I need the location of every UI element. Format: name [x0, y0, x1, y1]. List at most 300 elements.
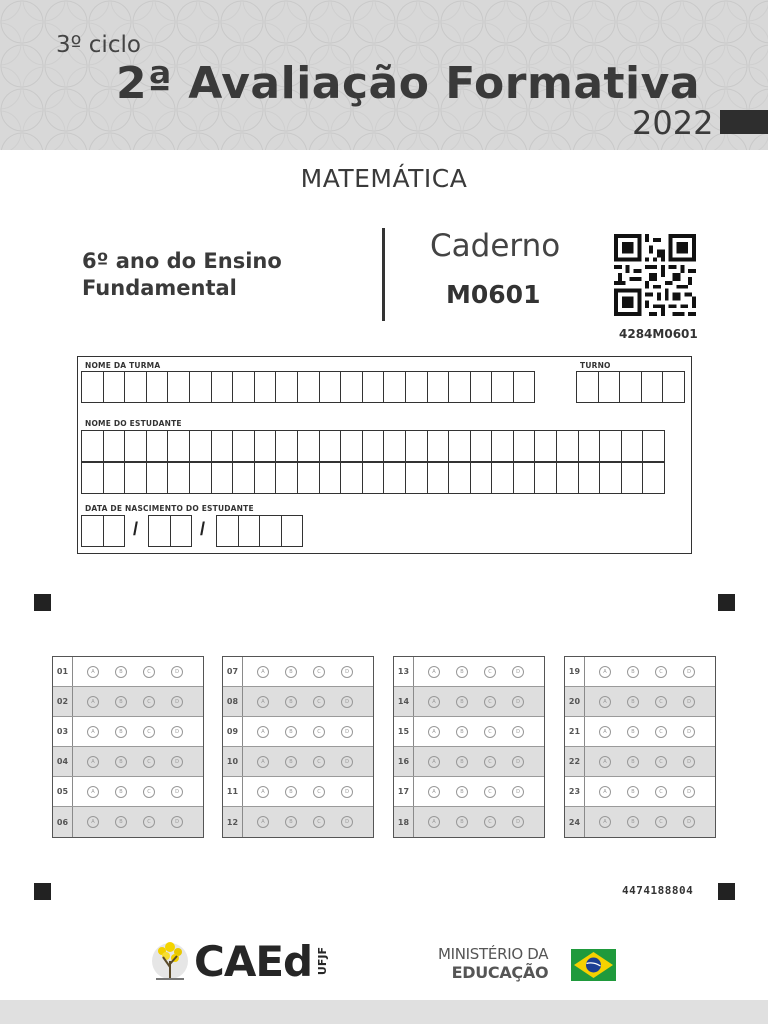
- character-box[interactable]: [642, 462, 665, 494]
- question-number: 11: [223, 777, 243, 806]
- question-number: 16: [394, 747, 414, 776]
- answer-bubble[interactable]: D: [341, 756, 353, 768]
- answer-options: [414, 756, 540, 768]
- answer-bubble[interactable]: A: [599, 666, 611, 678]
- character-box[interactable]: [254, 430, 277, 462]
- character-box[interactable]: [124, 462, 147, 494]
- character-box[interactable]: [578, 430, 601, 462]
- answer-bubble[interactable]: D: [683, 786, 695, 798]
- answer-block: [393, 656, 545, 838]
- character-box[interactable]: [534, 462, 557, 494]
- character-box[interactable]: [275, 462, 298, 494]
- answer-bubble[interactable]: A: [599, 786, 611, 798]
- answer-bubble[interactable]: B: [285, 666, 297, 678]
- answer-options: [73, 726, 199, 738]
- answer-bubble[interactable]: B: [627, 666, 639, 678]
- character-box[interactable]: [448, 462, 471, 494]
- question-number: 12: [223, 807, 243, 837]
- character-box[interactable]: [405, 430, 428, 462]
- answer-bubble[interactable]: B: [115, 726, 127, 738]
- character-box[interactable]: [383, 462, 406, 494]
- answer-bubble[interactable]: B: [285, 726, 297, 738]
- answer-row: [223, 807, 373, 837]
- answer-row: [394, 657, 544, 687]
- character-box[interactable]: [254, 371, 277, 403]
- question-number: 24: [565, 807, 585, 837]
- answer-row: [223, 747, 373, 777]
- answer-options: [414, 726, 540, 738]
- answer-options: [73, 756, 199, 768]
- answer-options: [243, 786, 369, 798]
- character-box[interactable]: [189, 430, 212, 462]
- character-box[interactable]: [281, 515, 304, 547]
- shift-label: TURNO: [580, 361, 611, 370]
- character-box[interactable]: [319, 430, 342, 462]
- birth-day-field[interactable]: [81, 515, 124, 547]
- answer-bubble[interactable]: D: [512, 666, 524, 678]
- character-box[interactable]: [513, 371, 536, 403]
- answer-block: [52, 656, 204, 838]
- answer-bubble[interactable]: A: [87, 816, 99, 828]
- answer-bubble[interactable]: D: [683, 756, 695, 768]
- character-box[interactable]: [275, 371, 298, 403]
- answer-row: [223, 777, 373, 807]
- caed-logo: [150, 938, 329, 984]
- student-name-field-row-1[interactable]: [81, 430, 664, 462]
- answer-options: [73, 666, 199, 678]
- answer-bubble[interactable]: B: [456, 666, 468, 678]
- exam-year: 2022: [632, 104, 714, 142]
- character-box[interactable]: [556, 430, 579, 462]
- answer-options: [73, 816, 199, 828]
- character-box[interactable]: [362, 462, 385, 494]
- student-name-field-row-2[interactable]: [81, 462, 664, 494]
- answer-options: [585, 666, 711, 678]
- character-box[interactable]: [81, 462, 104, 494]
- answer-bubble[interactable]: B: [115, 756, 127, 768]
- character-box[interactable]: [599, 430, 622, 462]
- character-box[interactable]: [491, 371, 514, 403]
- bottom-band: [0, 1000, 768, 1024]
- answer-bubble[interactable]: C: [655, 666, 667, 678]
- character-box[interactable]: [238, 515, 261, 547]
- question-number: 02: [53, 687, 73, 716]
- answer-bubble[interactable]: B: [456, 786, 468, 798]
- class-name-label: NOME DA TURMA: [85, 361, 161, 370]
- character-box[interactable]: [216, 515, 239, 547]
- birth-date-label: DATA DE NASCIMENTO DO ESTUDANTE: [85, 504, 254, 513]
- answer-bubble[interactable]: C: [313, 696, 325, 708]
- answer-bubble[interactable]: C: [655, 726, 667, 738]
- answer-row: [53, 747, 203, 777]
- character-box[interactable]: [319, 462, 342, 494]
- date-separator: /: [200, 519, 206, 539]
- answer-bubble[interactable]: A: [428, 786, 440, 798]
- answer-bubble[interactable]: D: [171, 666, 183, 678]
- student-name-label: NOME DO ESTUDANTE: [85, 419, 182, 428]
- brazil-flag-icon: [571, 949, 616, 981]
- answer-bubble[interactable]: D: [341, 816, 353, 828]
- answer-bubble[interactable]: D: [171, 816, 183, 828]
- question-number: 18: [394, 807, 414, 837]
- answer-bubble[interactable]: D: [171, 786, 183, 798]
- character-box[interactable]: [576, 371, 599, 403]
- answer-row: [53, 777, 203, 807]
- answer-bubble[interactable]: A: [428, 666, 440, 678]
- answer-bubble[interactable]: D: [683, 666, 695, 678]
- answer-row: [565, 687, 715, 717]
- answer-bubble[interactable]: B: [627, 786, 639, 798]
- character-box[interactable]: [167, 430, 190, 462]
- answer-bubble[interactable]: C: [313, 816, 325, 828]
- character-box[interactable]: [383, 371, 406, 403]
- character-box[interactable]: [297, 430, 320, 462]
- qr-code-text: 4284M0601: [619, 327, 698, 341]
- cycle-label: 3º ciclo: [56, 32, 141, 58]
- answer-bubble[interactable]: C: [655, 696, 667, 708]
- character-box[interactable]: [470, 430, 493, 462]
- answer-bubble[interactable]: A: [599, 696, 611, 708]
- character-box[interactable]: [513, 462, 536, 494]
- question-number: 20: [565, 687, 585, 716]
- question-number: 13: [394, 657, 414, 686]
- vertical-divider: [382, 228, 385, 321]
- anchor-mark-top-right: [718, 594, 735, 611]
- answer-bubble[interactable]: C: [484, 756, 496, 768]
- birth-year-field[interactable]: [216, 515, 302, 547]
- answer-bubble[interactable]: A: [428, 726, 440, 738]
- character-box[interactable]: [340, 371, 363, 403]
- answer-options: [243, 756, 369, 768]
- character-box[interactable]: [103, 515, 126, 547]
- question-number: 19: [565, 657, 585, 686]
- anchor-mark-top-left: [34, 594, 51, 611]
- answer-bubble[interactable]: A: [257, 756, 269, 768]
- answer-bubble[interactable]: A: [599, 816, 611, 828]
- character-box[interactable]: [319, 371, 342, 403]
- character-box[interactable]: [146, 371, 169, 403]
- answer-bubble[interactable]: A: [428, 816, 440, 828]
- answer-bubble[interactable]: C: [484, 726, 496, 738]
- grade-label: [82, 248, 342, 302]
- answer-bubble[interactable]: C: [313, 726, 325, 738]
- answer-bubble[interactable]: A: [257, 696, 269, 708]
- character-box[interactable]: [81, 515, 104, 547]
- character-box[interactable]: [470, 371, 493, 403]
- character-box[interactable]: [146, 462, 169, 494]
- answer-bubble[interactable]: C: [484, 696, 496, 708]
- character-box[interactable]: [362, 430, 385, 462]
- answer-options: [73, 696, 199, 708]
- answer-bubble[interactable]: D: [512, 756, 524, 768]
- answer-row: [565, 747, 715, 777]
- answer-options: [414, 666, 540, 678]
- answer-block: [222, 656, 374, 838]
- answer-options: [414, 696, 540, 708]
- character-box[interactable]: [578, 462, 601, 494]
- answer-bubble[interactable]: C: [143, 696, 155, 708]
- character-box[interactable]: [427, 371, 450, 403]
- character-box[interactable]: [642, 430, 665, 462]
- character-box[interactable]: [641, 371, 664, 403]
- question-number: 04: [53, 747, 73, 776]
- answer-bubble[interactable]: C: [143, 726, 155, 738]
- character-box[interactable]: [124, 371, 147, 403]
- answer-bubble[interactable]: C: [655, 816, 667, 828]
- answer-bubble[interactable]: D: [341, 696, 353, 708]
- answer-bubble[interactable]: A: [87, 666, 99, 678]
- answer-bubble[interactable]: A: [428, 696, 440, 708]
- character-box[interactable]: [167, 462, 190, 494]
- answer-bubble[interactable]: B: [115, 786, 127, 798]
- subject-title: MATEMÁTICA: [300, 164, 468, 193]
- character-box[interactable]: [81, 430, 104, 462]
- answer-bubble[interactable]: A: [599, 756, 611, 768]
- character-box[interactable]: [232, 430, 255, 462]
- answer-bubble[interactable]: A: [87, 696, 99, 708]
- ministry-line-1: MINISTÉRIO DA: [438, 945, 549, 963]
- character-box[interactable]: [211, 430, 234, 462]
- answer-bubble[interactable]: D: [171, 726, 183, 738]
- character-box[interactable]: [513, 430, 536, 462]
- answer-options: [243, 816, 369, 828]
- answer-row: [394, 687, 544, 717]
- character-box[interactable]: [275, 430, 298, 462]
- character-box[interactable]: [491, 462, 514, 494]
- answer-row: [565, 717, 715, 747]
- answer-options: [243, 666, 369, 678]
- character-box[interactable]: [534, 430, 557, 462]
- answer-bubble[interactable]: B: [627, 756, 639, 768]
- anchor-mark-bottom-right: [718, 883, 735, 900]
- answer-bubble[interactable]: B: [115, 666, 127, 678]
- answer-bubble[interactable]: A: [428, 756, 440, 768]
- character-box[interactable]: [621, 430, 644, 462]
- character-box[interactable]: [232, 371, 255, 403]
- answer-bubble[interactable]: B: [627, 816, 639, 828]
- answer-bubble[interactable]: D: [683, 726, 695, 738]
- character-box[interactable]: [556, 462, 579, 494]
- answer-bubble[interactable]: C: [655, 786, 667, 798]
- question-number: 14: [394, 687, 414, 716]
- grade-line-1: 6º ano do Ensino: [82, 249, 282, 273]
- character-box[interactable]: [103, 430, 126, 462]
- character-box[interactable]: [599, 462, 622, 494]
- character-box[interactable]: [491, 430, 514, 462]
- answer-row: [53, 807, 203, 837]
- answer-bubble[interactable]: C: [313, 666, 325, 678]
- answer-options: [243, 696, 369, 708]
- answer-options: [585, 696, 711, 708]
- character-box[interactable]: [448, 371, 471, 403]
- answer-bubble[interactable]: B: [285, 756, 297, 768]
- character-box[interactable]: [103, 462, 126, 494]
- student-info-box: [77, 356, 692, 554]
- answer-row: [394, 717, 544, 747]
- question-number: 03: [53, 717, 73, 746]
- answer-options: [243, 726, 369, 738]
- character-box[interactable]: [448, 430, 471, 462]
- character-box[interactable]: [259, 515, 282, 547]
- answer-bubble[interactable]: D: [683, 816, 695, 828]
- answer-options: [585, 786, 711, 798]
- tree-icon: [150, 939, 190, 983]
- question-number: 23: [565, 777, 585, 806]
- character-box[interactable]: [619, 371, 642, 403]
- character-box[interactable]: [297, 371, 320, 403]
- character-box[interactable]: [146, 430, 169, 462]
- answer-bubble[interactable]: D: [341, 786, 353, 798]
- answer-row: [394, 807, 544, 837]
- character-box[interactable]: [103, 371, 126, 403]
- anchor-mark-bottom-left: [34, 883, 51, 900]
- question-number: 06: [53, 807, 73, 837]
- answer-bubble[interactable]: B: [456, 726, 468, 738]
- booklet-code: M0601: [446, 280, 541, 309]
- answer-options: [585, 726, 711, 738]
- answer-bubble[interactable]: B: [285, 816, 297, 828]
- question-number: 21: [565, 717, 585, 746]
- class-name-field[interactable]: [81, 371, 534, 403]
- shift-field[interactable]: [576, 371, 684, 403]
- question-number: 07: [223, 657, 243, 686]
- character-box[interactable]: [621, 462, 644, 494]
- answer-bubble[interactable]: A: [87, 786, 99, 798]
- character-box[interactable]: [211, 371, 234, 403]
- date-separator: /: [133, 519, 139, 539]
- answer-bubble[interactable]: D: [171, 696, 183, 708]
- answer-options: [585, 756, 711, 768]
- answer-bubble[interactable]: B: [456, 696, 468, 708]
- answer-bubble[interactable]: D: [512, 816, 524, 828]
- answer-bubble[interactable]: B: [627, 696, 639, 708]
- answer-options: [414, 786, 540, 798]
- character-box[interactable]: [81, 371, 104, 403]
- answer-block: [564, 656, 716, 838]
- answer-bubble[interactable]: A: [599, 726, 611, 738]
- ministry-line-2: EDUCAÇÃO: [451, 963, 549, 982]
- answer-bubble[interactable]: B: [115, 696, 127, 708]
- character-box[interactable]: [427, 462, 450, 494]
- answer-bubble[interactable]: C: [484, 786, 496, 798]
- ministry-logo: [438, 945, 548, 982]
- answer-bubble[interactable]: A: [257, 786, 269, 798]
- answer-bubble[interactable]: D: [512, 726, 524, 738]
- answer-bubble[interactable]: D: [171, 756, 183, 768]
- answer-bubble[interactable]: A: [257, 666, 269, 678]
- answer-bubble[interactable]: D: [341, 666, 353, 678]
- header-band: [0, 0, 768, 150]
- answer-row: [565, 807, 715, 837]
- question-number: 15: [394, 717, 414, 746]
- character-box[interactable]: [189, 462, 212, 494]
- answer-bubble[interactable]: A: [257, 726, 269, 738]
- character-box[interactable]: [297, 462, 320, 494]
- booklet-label: Caderno: [430, 228, 561, 264]
- exam-title: 2ª Avaliação Formativa: [116, 58, 701, 109]
- answer-row: [223, 717, 373, 747]
- answer-bubble[interactable]: C: [313, 786, 325, 798]
- answer-bubble[interactable]: B: [285, 786, 297, 798]
- character-box[interactable]: [383, 430, 406, 462]
- character-box[interactable]: [470, 462, 493, 494]
- answer-bubble[interactable]: B: [456, 756, 468, 768]
- character-box[interactable]: [167, 371, 190, 403]
- answer-bubble[interactable]: C: [143, 666, 155, 678]
- answer-bubble[interactable]: C: [143, 756, 155, 768]
- character-box[interactable]: [211, 462, 234, 494]
- question-number: 09: [223, 717, 243, 746]
- answer-bubble[interactable]: D: [512, 696, 524, 708]
- character-box[interactable]: [598, 371, 621, 403]
- grade-line-2: Fundamental: [82, 276, 237, 300]
- answer-options: [73, 786, 199, 798]
- answer-bubble[interactable]: C: [143, 816, 155, 828]
- year-bar-decoration: [720, 110, 768, 134]
- character-box[interactable]: [340, 430, 363, 462]
- character-box[interactable]: [340, 462, 363, 494]
- character-box[interactable]: [124, 430, 147, 462]
- answer-bubble[interactable]: B: [115, 816, 127, 828]
- answer-bubble[interactable]: C: [655, 756, 667, 768]
- answer-bubble[interactable]: A: [87, 756, 99, 768]
- character-box[interactable]: [427, 430, 450, 462]
- question-number: 10: [223, 747, 243, 776]
- question-number: 08: [223, 687, 243, 716]
- answer-row: [53, 657, 203, 687]
- answer-row: [565, 777, 715, 807]
- answer-row: [53, 717, 203, 747]
- character-box[interactable]: [254, 462, 277, 494]
- answer-bubble[interactable]: A: [257, 816, 269, 828]
- character-box[interactable]: [189, 371, 212, 403]
- answer-bubble[interactable]: B: [456, 816, 468, 828]
- answer-row: [394, 777, 544, 807]
- answer-row: [53, 687, 203, 717]
- qr-code-icon: [614, 234, 696, 316]
- answer-row: [565, 657, 715, 687]
- answer-row: [394, 747, 544, 777]
- answer-row: [223, 657, 373, 687]
- answer-bubble[interactable]: D: [512, 786, 524, 798]
- question-number: 05: [53, 777, 73, 806]
- answer-options: [585, 816, 711, 828]
- answer-bubble[interactable]: C: [484, 666, 496, 678]
- answer-bubble[interactable]: B: [285, 696, 297, 708]
- character-box[interactable]: [405, 462, 428, 494]
- answer-bubble[interactable]: D: [683, 696, 695, 708]
- barcode-number: 4474188804: [622, 884, 694, 897]
- character-box[interactable]: [148, 515, 171, 547]
- answer-options: [414, 816, 540, 828]
- question-number: 01: [53, 657, 73, 686]
- answer-bubble[interactable]: A: [87, 726, 99, 738]
- character-box[interactable]: [662, 371, 685, 403]
- answer-bubble[interactable]: C: [143, 786, 155, 798]
- character-box[interactable]: [170, 515, 193, 547]
- caed-wordmark: CAEd: [194, 936, 313, 986]
- answer-bubble[interactable]: D: [341, 726, 353, 738]
- question-number: 17: [394, 777, 414, 806]
- answer-bubble[interactable]: B: [627, 726, 639, 738]
- character-box[interactable]: [405, 371, 428, 403]
- character-box[interactable]: [362, 371, 385, 403]
- answer-bubble[interactable]: C: [484, 816, 496, 828]
- ufjf-wordmark: UFJF: [316, 946, 330, 976]
- answer-bubble[interactable]: C: [313, 756, 325, 768]
- birth-month-field[interactable]: [148, 515, 191, 547]
- character-box[interactable]: [232, 462, 255, 494]
